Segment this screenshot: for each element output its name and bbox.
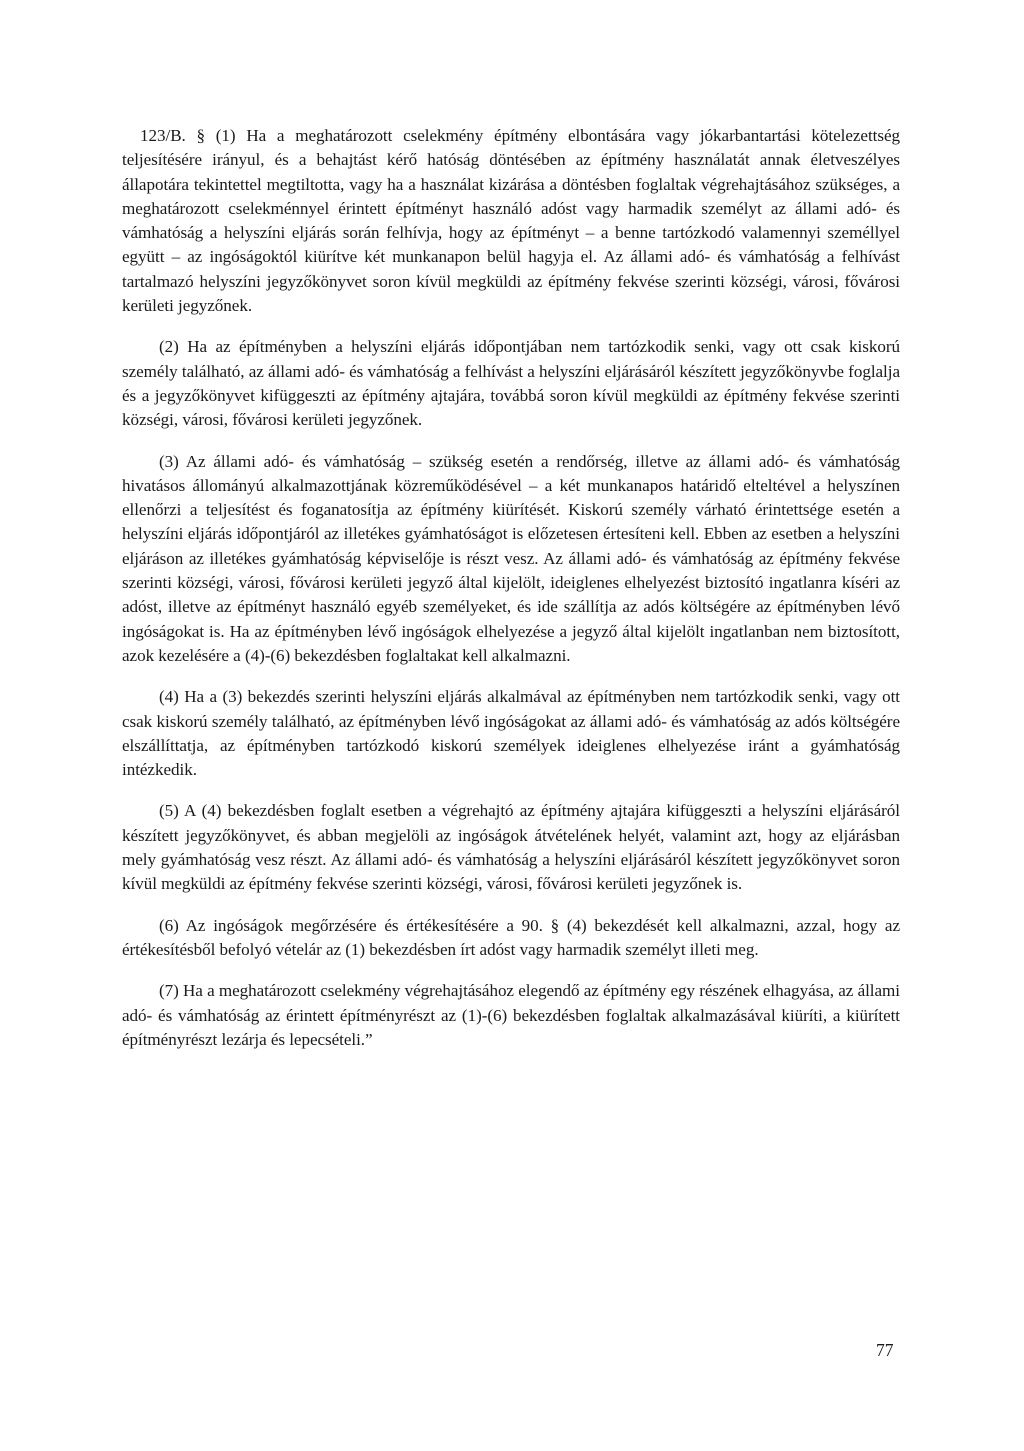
section-paragraph-5: (5) A (4) bekezdésben foglalt esetben a végrehajtó az építmény ajtajára kifüggeszti a helyszíni eljárásáról készített jegyzőkönyvet, és abban megjelöli az ingóságok átvételének helyét, valamint azt, hogy az eljárásban mely gyámhatóság vesz részt. Az állami adó- és vámhatóság a helyszíni eljárásáról készített jegyzőkönyvet soron kívül megküldi az építmény fekvése szerinti községi, városi, fővárosi kerületi jegyzőnek is. [122, 801, 900, 894]
document-page [122, 124, 900, 1069]
section-paragraph-3: (3) Az állami adó- és vámhatóság – szükség esetén a rendőrség, illetve az állami adó- és vámhatóság hivatásos állományú alkalmazottjának közreműködésével – a két munkanapos határidő elteltével a helyszínen ellenőrzi a teljesítést és foganatosítja az építmény kiürítését. Kiskorú személy várható érintettsége esetén a helyszíni eljárás időpontjáról az illetékes gyámhatóságot is előzetesen értesíteni kell. Ebben az esetben a helyszíni eljáráson az illetékes gyámhatóság képviselője is részt vesz. Az állami adó- és vámhatóság az építmény fekvése szerinti községi, városi, fővárosi kerületi jegyző által kijelölt, ideiglenes elhelyezést biztosító ingatlanra kíséri az adóst, illetve az építményt használó egyéb személyeket, és ide szállítja az adós költségére az építményben lévő ingóságokat is. Ha az építményben lévő ingóságok elhelyezése a jegyző által kijelölt ingatlanban nem biztosított, azok kezelésére a (4)-(6) bekezdésben foglaltakat kell alkalmazni. [122, 451, 900, 665]
section-paragraph-1: 123/B. § (1) Ha a meghatározott cselekmény építmény elbontására vagy jókarbantartási kötelezettség teljesítésére irányul, és a behajtást kérő hatóság döntésében az építmény használatát annak életveszélyes állapotára tekintettel megtiltotta, vagy ha a használat kizárása a döntésben foglaltak végrehajtásához szükséges, a meghatározott cselekménnyel érintett építményt használó adóst vagy harmadik személyt az állami adó- és vámhatóság a helyszíni eljárás során felhívja, hogy az építményt – a benne tartózkodó valamennyi személlyel együtt – az ingóságoktól kiürítve két munkanapon belül hagyja el. Az állami adó- és vámhatóság a felhívást tartalmazó helyszíni jegyzőkönyvet soron kívül megküldi az építmény fekvése szerinti községi, városi, fővárosi kerületi jegyzőnek. [122, 126, 900, 316]
page-number: 77 [876, 1340, 894, 1360]
section-paragraph-6: (6) Az ingóságok megőrzésére és értékesítésére a 90. § (4) bekezdését kell alkalmazni, azzal, hogy az értékesítésből befolyó vételár az (1) bekezdésben írt adóst vagy harmadik személyt illeti meg. [122, 915, 900, 959]
section-paragraph-2: (2) Ha az építményben a helyszíni eljárás időpontjában nem tartózkodik senki, vagy ott csak kiskorú személy található, az állami adó- és vámhatóság a felhívást a helyszíni eljárásáról készített jegyzőkönyvbe foglalja és a jegyzőkönyvet kifüggeszti az építmény ajtajára, továbbá soron kívül megküldi az építmény fekvése szerinti községi, városi, fővárosi kerületi jegyzőnek. [122, 337, 900, 430]
section-paragraph-4: (4) Ha a (3) bekezdés szerinti helyszíni eljárás alkalmával az építményben nem tartózkodik senki, vagy ott csak kiskorú személy található, az építményben lévő ingóságokat az állami adó- és vámhatóság az adós költségére elszállíttatja, az építményben tartózkodó kiskorú személyek ideiglenes elhelyezése iránt a gyámhatóság intézkedik. [122, 687, 900, 780]
section-paragraph-7: (7) Ha a meghatározott cselekmény végrehajtásához elegendő az építmény egy részének elhagyása, az állami adó- és vámhatóság az érintett építményrészt az (1)-(6) bekezdésben foglaltak alkalmazásával kiüríti, a kiürített építményrészt lezárja és lepecsételi.” [122, 981, 900, 1049]
